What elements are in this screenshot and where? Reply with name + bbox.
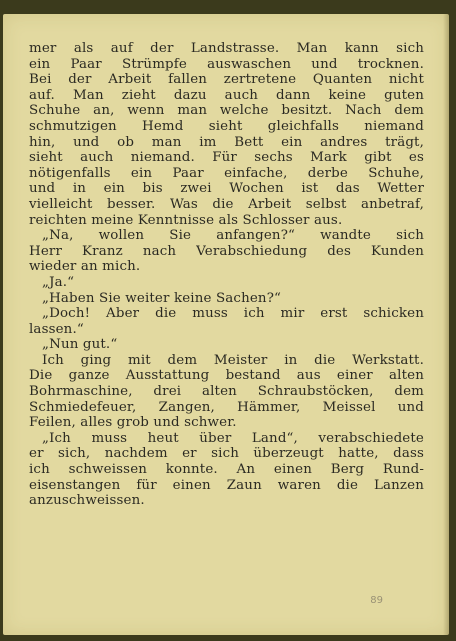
text-line: anzuschweissen.	[29, 493, 145, 509]
text-line: vielleicht besser. Was die Arbeit selbst anbetraf,	[29, 196, 424, 212]
text-line: „Ja.“	[42, 274, 75, 290]
text-line: Bei der Arbeit fallen zertretene Quanten nicht	[29, 72, 424, 88]
text-line: schmutzigen Hemd sieht gleichfalls niemand	[29, 118, 424, 134]
text-line: Ich ging mit dem Meister in die Werkstatt.	[42, 352, 424, 368]
text-line: reichten meine Kenntnisse als Schlosser aus.	[29, 212, 343, 228]
text-line: Feilen, alles grob und schwer.	[29, 415, 237, 431]
text-line: Herr Kranz nach Verabschiedung des Kunden	[29, 243, 424, 259]
text-line: „Ich muss heut über Land“, verabschiedete	[42, 430, 424, 446]
body-text	[29, 41, 424, 509]
text-line: „Nun gut.“	[42, 337, 118, 353]
text-line: ich schweissen konnte. An einen Berg Rund-	[29, 462, 424, 478]
page-number: 89	[370, 595, 383, 606]
text-line: Die ganze Ausstattung bestand aus einer alten	[29, 368, 424, 384]
text-line: er sich, nachdem er sich überzeugt hatte, dass	[29, 446, 424, 462]
text-line: auf. Man zieht dazu auch dann keine guten	[29, 87, 424, 103]
text-line: „Doch! Aber die muss ich mir erst schicken	[42, 306, 424, 322]
text-line: „Na, wollen Sie anfangen?“ wandte sich	[42, 228, 424, 244]
text-line: eisenstangen für einen Zaun waren die Lanzen	[29, 477, 424, 493]
text-line: mer als auf der Landstrasse. Man kann sich	[29, 41, 424, 56]
text-line: wieder an mich.	[29, 259, 141, 275]
text-line: lassen.“	[29, 321, 84, 337]
text-line: sieht auch niemand. Für sechs Mark gibt es	[29, 150, 424, 166]
text-line: und in ein bis zwei Wochen ist das Wetter	[29, 181, 424, 197]
text-line: hin, und ob man im Bett ein andres trägt,	[29, 134, 424, 150]
text-line: Schuhe an, wenn man welche besitzt. Nach dem	[29, 103, 424, 119]
text-line: Schmiedefeuer, Zangen, Hämmer, Meissel und	[29, 399, 424, 415]
text-line: ein Paar Strümpfe auswaschen und trocknen.	[29, 56, 424, 72]
book-page	[3, 14, 449, 635]
text-line: Bohrmaschine, drei alten Schraubstöcken, dem	[29, 384, 424, 400]
text-line: nötigenfalls ein Paar einfache, derbe Schuhe,	[29, 165, 424, 181]
text-line: „Haben Sie weiter keine Sachen?“	[42, 290, 282, 306]
